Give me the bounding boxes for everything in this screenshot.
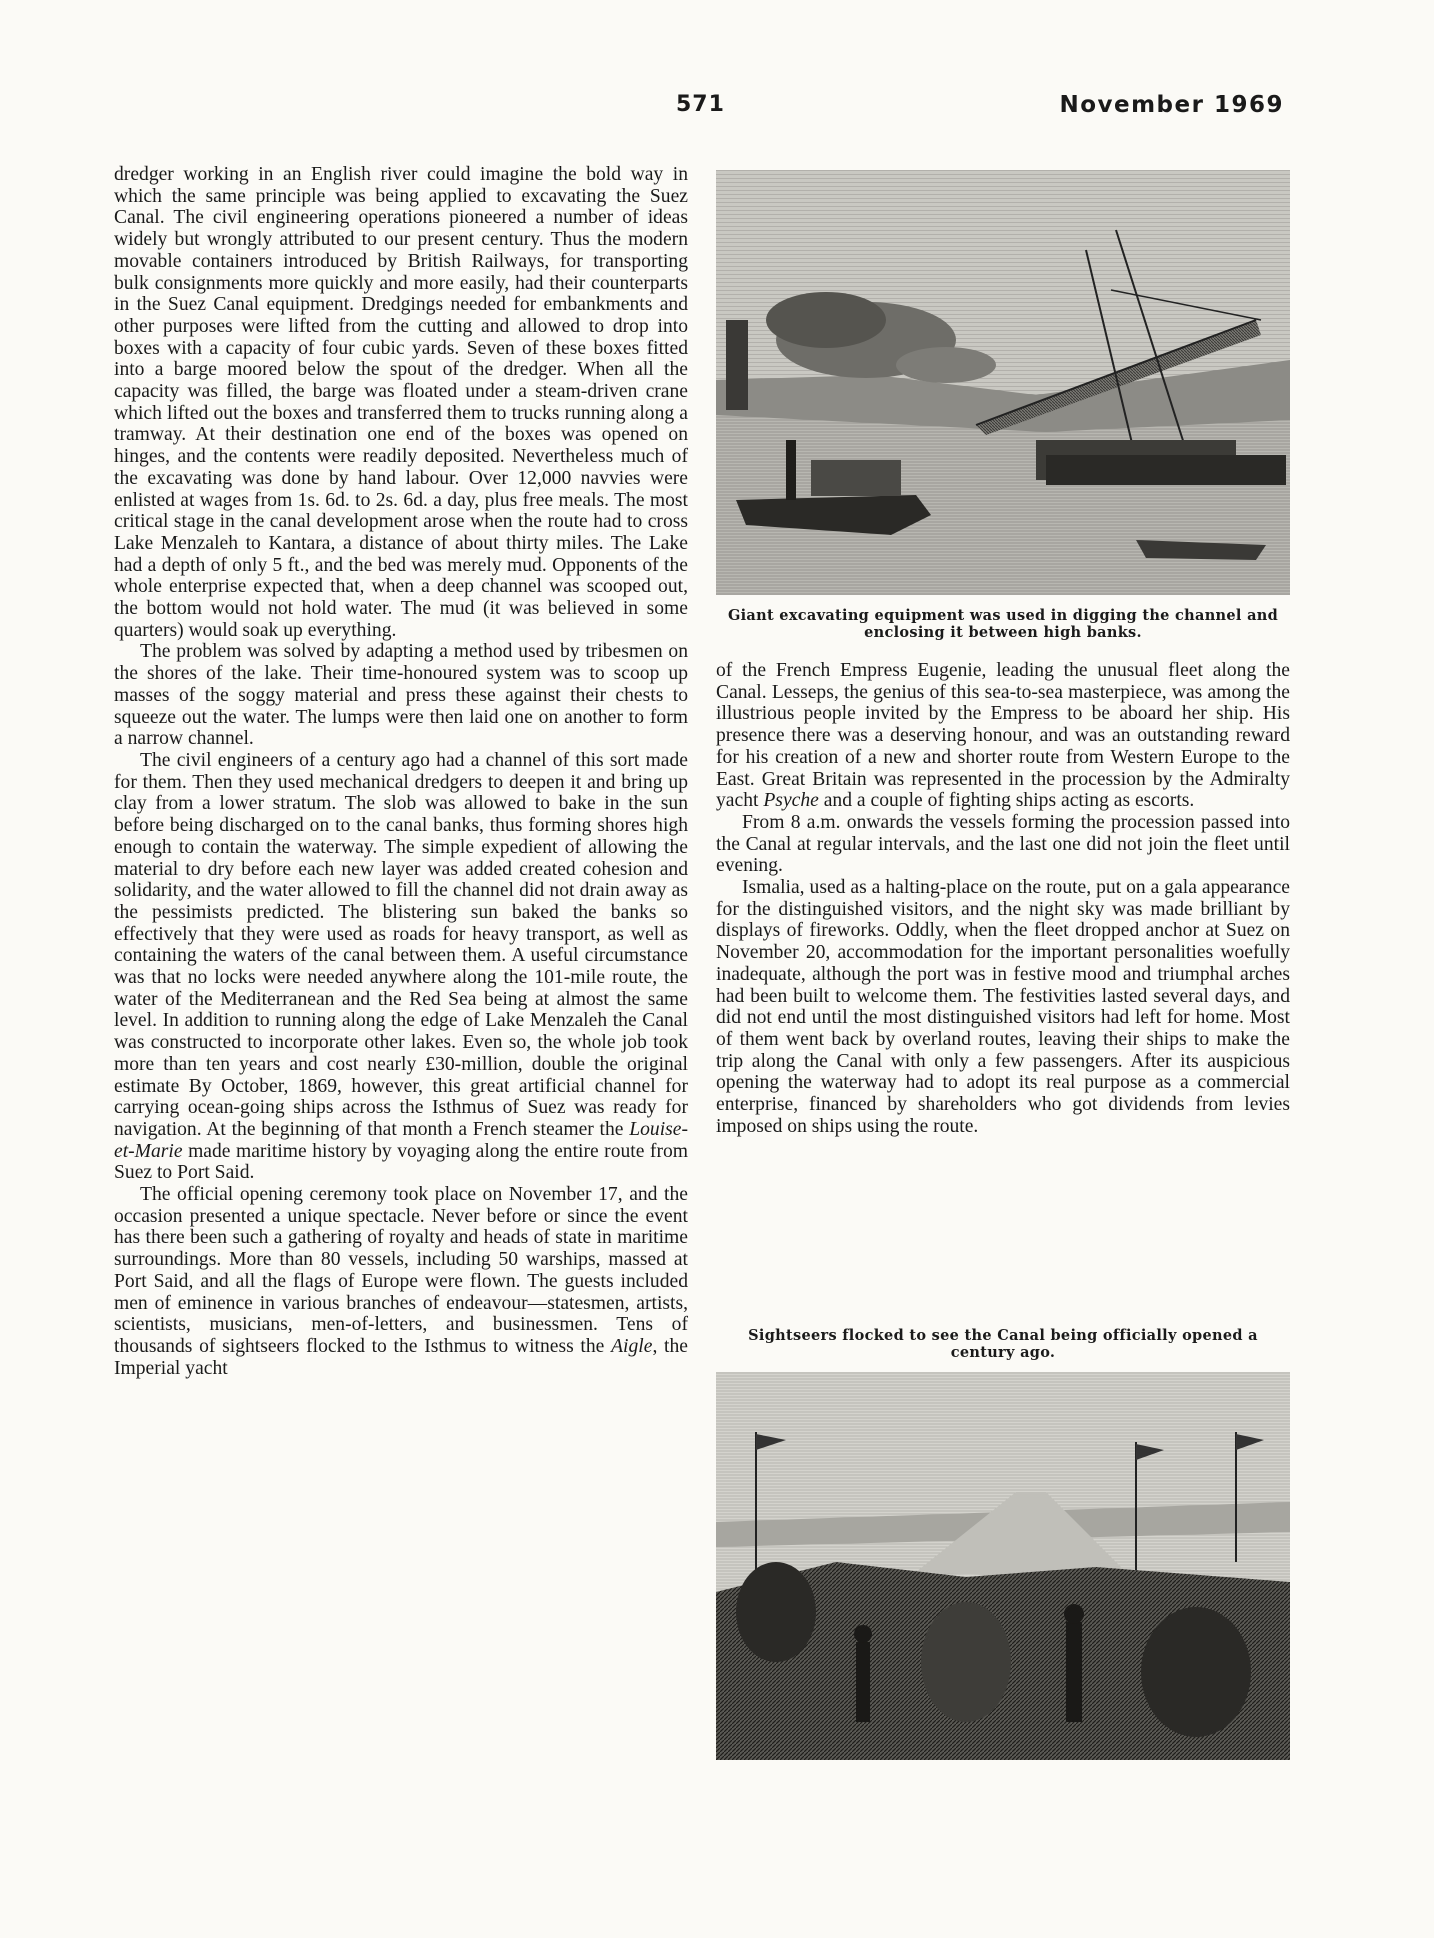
paragraph-text: , the Imperial yacht [114,1335,688,1379]
paragraph-text: The problem was solved by adapting a method used by tribesmen on the shores of the lake. Their time-honoured system was to scoop up masses of the soggy material and press these against their chests to squeeze out the water. The lumps were then laid one on another to form a narrow channel. [114,641,688,750]
ship-name: Louise-et-Marie [114,1118,688,1162]
paragraph-text: made maritime history by voyaging along the entire route from Suez to Port Said. [114,1140,689,1184]
paragraph-text: The civil engineers of a century ago had a channel of this sort made for them. Then they used mechanical dredgers to deepen it and bring up clay from a lower stratum. The slob was allowed to bake in the sun before being discharged on to the canal banks, thus forming shores high enough to contain the waterway. The simple expedient of allowing the material to dry before each new layer was added created cohesion and solidarity, and the water allowed to fill the channel did not drain away as the pessimists predicted. The blistering sun baked the banks so effectively that they were used as roads for heavy transport, as well as containing the waters of the canal between them. A useful circumstance was that no locks were needed anywhere along the 101-mile route, the water of the Mediterranean and the Red Sea being at almost the same level. In addition to running along the edge of Lake Menzaleh the Canal was constructed to incorporate other lakes. Even so, the whole job took more than ten years and cost nearly £30-million, double the original estimate By October, 1869, however, this great artificial channel for carrying ocean-going ships across the Isthmus of Suez was ready for navigation. At the beginning of that month a French steamer the [114,749,688,1140]
figure-caption: Giant excavating equipment was used in digging the channel and enclosing it between high banks. [727,607,1279,641]
paragraph [114,164,688,641]
paragraph-text: of the French Empress Eugenie, leading the unusual fleet along the Canal. Lesseps, the genius of this sea-to-sea masterpiece, was among the illustrious people invited by the Empress to be aboard her ship. His presence there was a deserving honour, and was an outstanding reward for his creation of a new and shorter route from Western Europe to the East. Great Britain was represented in the procession by the Admiralty yacht [716,660,1290,812]
paragraph [114,750,688,1184]
right-column [716,660,1290,1137]
paragraph [716,877,1290,1137]
paragraph-text: From 8 a.m. onwards the vessels forming the procession passed into the Canal at regular intervals, and the last one did not join the fleet until evening. [716,811,1290,877]
paragraph-text: dredger working in an English river could imagine the bold way in which the same principle was being applied to excavating the Suez Canal. The civil engineering operations pioneered a number of ideas widely but wrongly attributed to our present century. Thus the modern movable containers introduced by British Railways, for transporting bulk consignments more quickly and more easily, had their counterparts in the Suez Canal equipment. Dredgings needed for embankments and other purposes were lifted from the cutting and allowed to drop into boxes with a capacity of four cubic yards. Seven of these boxes fitted into a barge moored below the spout of the dredger. When all the capacity was filled, the barge was floated under a steam-driven crane which lifted out the boxes and transferred them to trucks running along a tramway. At their destination one end of the boxes was opened on hinges, and the contents were readily deposited. Nevertheless much of the excavating was done by hand labour. Over 12,000 navvies were enlisted at wages from 1s. 6d. to 2s. 6d. a day, plus free meals. The most critical stage in the canal development arose when the route had to cross Lake Menzaleh to Kantara, a distance of about thirty miles. The Lake had a depth of only 5 ft., and the bed was merely mud. Opponents of the whole enterprise expected that, when a deep channel was scooped out, the bottom would not hold water. The mud (it was believed in some quarters) would soak up everything. [114,164,688,641]
page-header [0,92,1434,128]
paragraph [114,1184,688,1379]
yacht-name: Psyche [763,790,819,812]
figure-excavating-equipment [716,170,1290,595]
paragraph [716,660,1290,812]
paragraph [114,641,688,750]
yacht-name: Aigle [611,1335,653,1357]
figure-caption: Sightseers flocked to see the Canal being officially opened a century ago. [748,1327,1258,1361]
paragraph [716,812,1290,877]
left-column [114,164,688,1379]
engraving-illustration [716,170,1290,595]
page-number: 571 [676,92,725,117]
paragraph-text: and a couple of fighting ships acting as escorts. [823,790,1195,812]
issue-date: November 1969 [1059,92,1284,118]
paragraph-text: The official opening ceremony took place on November 17, and the occasion presented a unique spectacle. Never before or since the event has there been such a gathering of royalty and heads of state in maritime surroundings. More than 80 vessels, including 50 warships, massed at Port Said, and all the flags of Europe were flown. The guests included men of eminence in various branches of endeavour—statesmen, artists, scientists, musicians, men-of-letters, and businessmen. Tens of thousands of sightseers flocked to the Isthmus to witness the [114,1184,688,1357]
figure-sightseers [716,1372,1290,1760]
paragraph-text: Ismalia, used as a halting-place on the route, put on a gala appearance for the distinguished visitors, and the night sky was made brilliant by displays of fireworks. Oddly, when the fleet dropped anchor at Suez on November 20, accommodation for the important personalities woefully inadequate, although the port was in festive mood and triumphal arches had been built to welcome them. The festivities lasted several days, and did not end until the most distinguished visitors had left for home. Most of them went back by overland routes, leaving their ships to make the trip along the Canal with only a few passengers. After its auspicious opening the waterway had to adopt its real purpose as a commercial enterprise, financed by shareholders who got dividends from levies imposed on ships using the route. [716,877,1290,1137]
engraving-illustration [716,1372,1290,1760]
